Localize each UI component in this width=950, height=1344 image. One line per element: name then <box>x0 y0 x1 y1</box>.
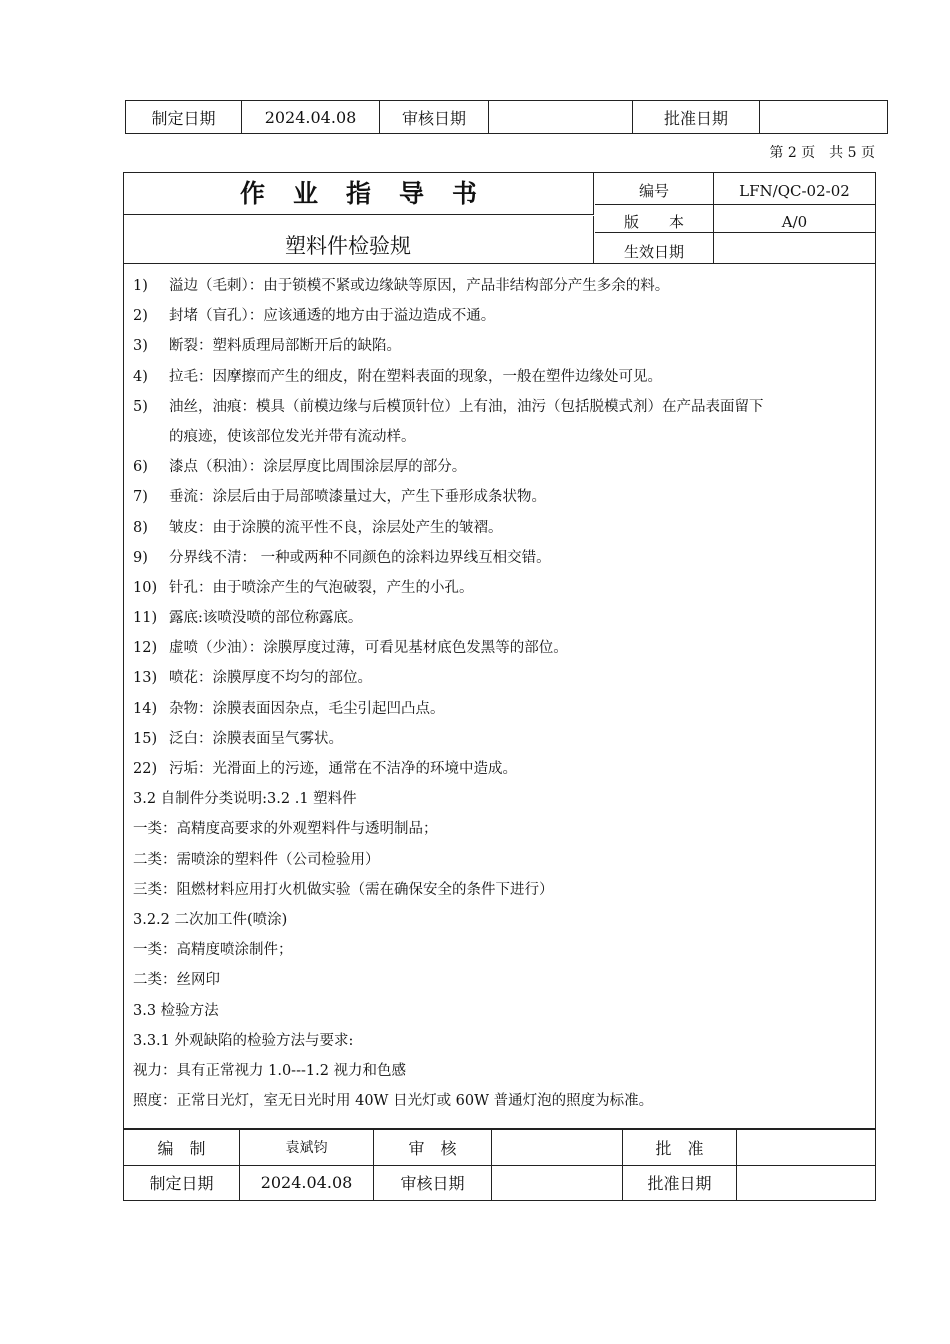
defect-item-text: 露底:该喷没喷的部位称露底。 <box>169 610 363 627</box>
defect-item-text: 喷花：涂膜厚度不均匀的部位。 <box>169 670 372 687</box>
defect-item-text: 针孔：由于喷涂产生的气泡破裂，产生的小孔。 <box>169 579 474 596</box>
defect-item-text: 封堵（盲孔）：应该通透的地方由于溢边造成不通。 <box>169 308 496 325</box>
effective-date-row <box>595 233 875 263</box>
defect-item-number: 22) <box>133 761 158 777</box>
defect-list <box>133 271 873 784</box>
version-label: 版 本 <box>595 205 714 232</box>
defect-item <box>133 452 873 482</box>
defect-item-number: 15) <box>133 730 158 747</box>
document-title: 作业指导书 <box>124 173 594 215</box>
defect-item <box>133 513 873 543</box>
defect-item-number: 6) <box>133 459 148 476</box>
defect-item <box>133 271 873 301</box>
review-date-value <box>489 101 633 134</box>
review-date-label: 审核日期 <box>380 101 489 134</box>
defect-item-text: 拉毛：因摩擦而产生的细皮，附在塑料表面的现象，一般在塑件边缘处可见。 <box>169 368 662 385</box>
defect-item-text: 断裂：塑料质理局部断开后的缺陷。 <box>169 338 401 355</box>
date-value: 2024.04.08 <box>242 101 380 134</box>
body-paragraph: 三类：阻燃材料应用打火机做实验（需在确保安全的条件下进行） <box>133 881 554 898</box>
approve-value <box>737 1130 876 1166</box>
defect-item <box>133 603 873 633</box>
defect-item <box>133 754 873 784</box>
document-body <box>133 271 873 1116</box>
classification-section <box>133 784 873 1116</box>
defect-item-number: 10) <box>133 579 158 596</box>
defect-item <box>133 392 873 422</box>
body-paragraph: 一类：高精度高要求的外观塑料件与透明制品； <box>133 821 438 838</box>
body-paragraph: 二类：丝网印 <box>133 972 220 989</box>
page-number: 第 2 页 共 5 页 <box>769 145 875 161</box>
defect-item-text: 分界线不清： 一种或两种不同颜色的涂料边界线互相交错。 <box>169 549 551 566</box>
date-label: 制定日期 <box>126 101 242 134</box>
defect-item-number: 2) <box>133 308 148 325</box>
body-paragraph: 3.3 检验方法 <box>133 1002 219 1019</box>
bottom-approve-date-label: 批准日期 <box>623 1165 737 1201</box>
defect-item <box>133 724 873 754</box>
defect-item <box>133 543 873 573</box>
body-paragraph: 一类：高精度喷涂制件； <box>133 942 293 959</box>
defect-item <box>133 573 873 603</box>
defect-item-text: 杂物：涂膜表面因杂点，毛尘引起凹凸点。 <box>169 700 445 717</box>
defect-item <box>133 362 873 392</box>
defect-item <box>133 301 873 331</box>
defect-item-text: 溢边（毛刺）：由于锁模不紧或边缘缺等原因，产品非结构部分产生多余的料。 <box>169 278 670 294</box>
bottom-review-date-value <box>492 1165 623 1201</box>
defect-item-number: 13) <box>133 670 158 687</box>
defect-item-text: 漆点（积油）：涂层厚度比周围涂层厚的部分。 <box>169 459 467 476</box>
approve-date-label: 批准日期 <box>633 101 760 134</box>
defect-item-text: 油丝，油痕：模具（前模边缘与后模顶针位）上有油，油污（包括脱模式剂）在产品表面留下 <box>169 398 764 415</box>
defect-item-number: 9) <box>133 549 148 566</box>
defect-item-number: 12) <box>133 640 158 657</box>
document-subtitle: 塑料件检验规 <box>124 216 594 263</box>
defect-item <box>133 633 873 663</box>
bottom-date-value: 2024.04.08 <box>240 1165 374 1201</box>
prepared-label: 编 制 <box>124 1130 240 1166</box>
body-paragraph: 视力：具有正常视力 1.0---1.2 视力和色感 <box>133 1062 407 1079</box>
code-value: LFN/QC-02-02 <box>739 182 850 200</box>
defect-item-number: 1) <box>133 278 148 294</box>
defect-item-number: 11) <box>133 610 158 627</box>
defect-item <box>133 663 873 693</box>
bottom-review-date-label: 审核日期 <box>374 1165 492 1201</box>
code-label: 编号 <box>595 173 714 204</box>
bottom-signoff-table <box>123 1129 876 1201</box>
prepared-value: 袁斌钧 <box>240 1130 374 1166</box>
defect-item-text: 污垢：光滑面上的污迹，通常在不洁净的环境中造成。 <box>169 761 517 777</box>
code-row <box>595 173 875 205</box>
version-row <box>595 205 875 233</box>
defect-item-number: 5) <box>133 398 148 415</box>
effective-date-value <box>714 233 875 263</box>
defect-item-text: 皱皮：由于涂膜的流平性不良，涂层处产生的皱褶。 <box>169 519 503 536</box>
defect-item-text: 泛白：涂膜表面呈气雾状。 <box>169 730 343 747</box>
body-paragraph: 照度：正常日光灯，室无日光时用 40W 日光灯或 60W 普通灯泡的照度为标准。 <box>133 1093 654 1110</box>
body-paragraph: 3.2.2 二次加工件(喷涂) <box>133 911 288 928</box>
effective-date-label: 生效日期 <box>595 233 714 263</box>
defect-item-number: 14) <box>133 700 158 717</box>
defect-item-text: 虚喷（少油）：涂膜厚度过薄，可看见基材底色发黑等的部位。 <box>169 640 568 657</box>
defect-item-text: 垂流：涂层后由于局部喷漆量过大，产生下垂形成条状物。 <box>169 489 546 506</box>
review-label: 审 核 <box>374 1130 492 1166</box>
document-header <box>124 173 875 264</box>
defect-item-number: 4) <box>133 368 148 385</box>
body-paragraph: 3.3.1 外观缺陷的检验方法与要求: <box>133 1032 354 1049</box>
body-paragraph: 3.2 自制件分类说明:3.2 .1 塑料件 <box>133 791 357 808</box>
defect-item <box>133 482 873 512</box>
review-value <box>492 1130 623 1166</box>
defect-item-continuation: 的痕迹，使该部位发光并带有流动样。 <box>169 428 416 445</box>
bottom-date-label: 制定日期 <box>124 1165 240 1201</box>
defect-item-number: 3) <box>133 338 148 355</box>
top-signoff-table <box>125 100 888 134</box>
bottom-approve-date-value <box>737 1165 876 1201</box>
approve-label: 批 准 <box>623 1130 737 1166</box>
body-paragraph: 二类：需喷涂的塑料件（公司检验用） <box>133 851 380 868</box>
defect-item-number: 7) <box>133 489 148 506</box>
defect-item <box>133 331 873 361</box>
defect-item-number: 8) <box>133 519 148 536</box>
instruction-sheet <box>123 172 876 1129</box>
version-value: A/0 <box>781 213 808 231</box>
approve-date-value <box>760 101 888 134</box>
defect-item <box>133 694 873 724</box>
